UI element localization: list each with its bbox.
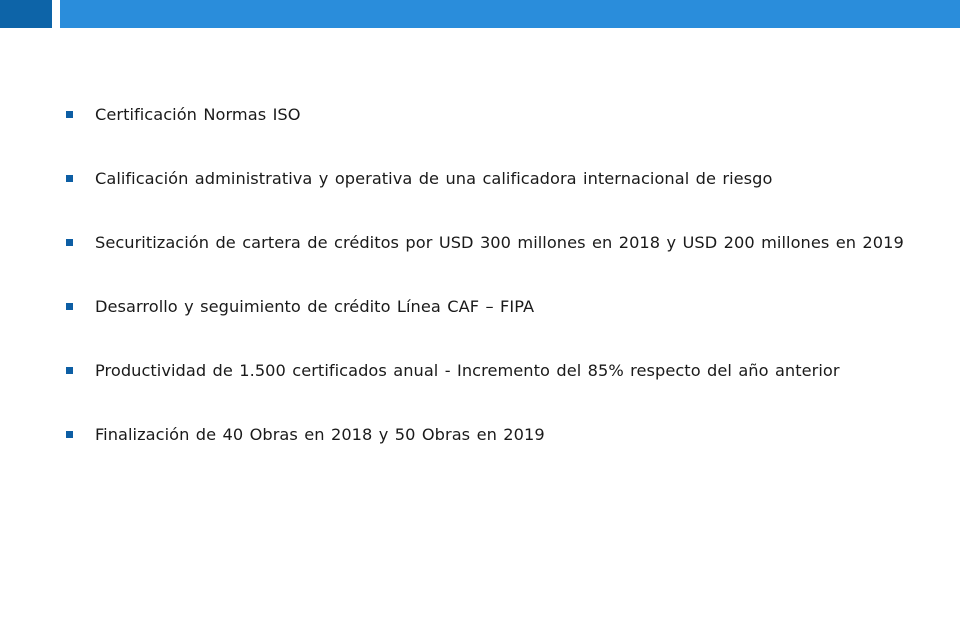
square-bullet-icon bbox=[66, 431, 73, 438]
list-item bbox=[66, 296, 904, 360]
list-item bbox=[66, 232, 904, 296]
list-item-text: Desarrollo y seguimiento de crédito Línea CAF – FIPA bbox=[95, 297, 535, 316]
list-item bbox=[66, 424, 904, 488]
square-bullet-icon bbox=[66, 175, 73, 182]
list-item bbox=[66, 360, 904, 424]
list-item bbox=[66, 104, 904, 168]
header-accent-block bbox=[0, 0, 52, 28]
square-bullet-icon bbox=[66, 303, 73, 310]
square-bullet-icon bbox=[66, 111, 73, 118]
list-item-text: Finalización de 40 Obras en 2018 y 50 Obras en 2019 bbox=[95, 425, 545, 444]
list-item-text: Productividad de 1.500 certificados anual - Incremento del 85% respecto del año anterior bbox=[95, 361, 840, 380]
square-bullet-icon bbox=[66, 367, 73, 374]
bullet-list bbox=[66, 104, 904, 488]
list-item-text: Securitización de cartera de créditos por USD 300 millones en 2018 y USD 200 millones en 2019 bbox=[95, 233, 904, 252]
list-item bbox=[66, 168, 904, 232]
list-item-text: Calificación administrativa y operativa de una calificadora internacional de riesgo bbox=[95, 169, 773, 188]
list-item-text: Certificación Normas ISO bbox=[95, 105, 301, 124]
square-bullet-icon bbox=[66, 239, 73, 246]
header-bar bbox=[60, 0, 960, 28]
